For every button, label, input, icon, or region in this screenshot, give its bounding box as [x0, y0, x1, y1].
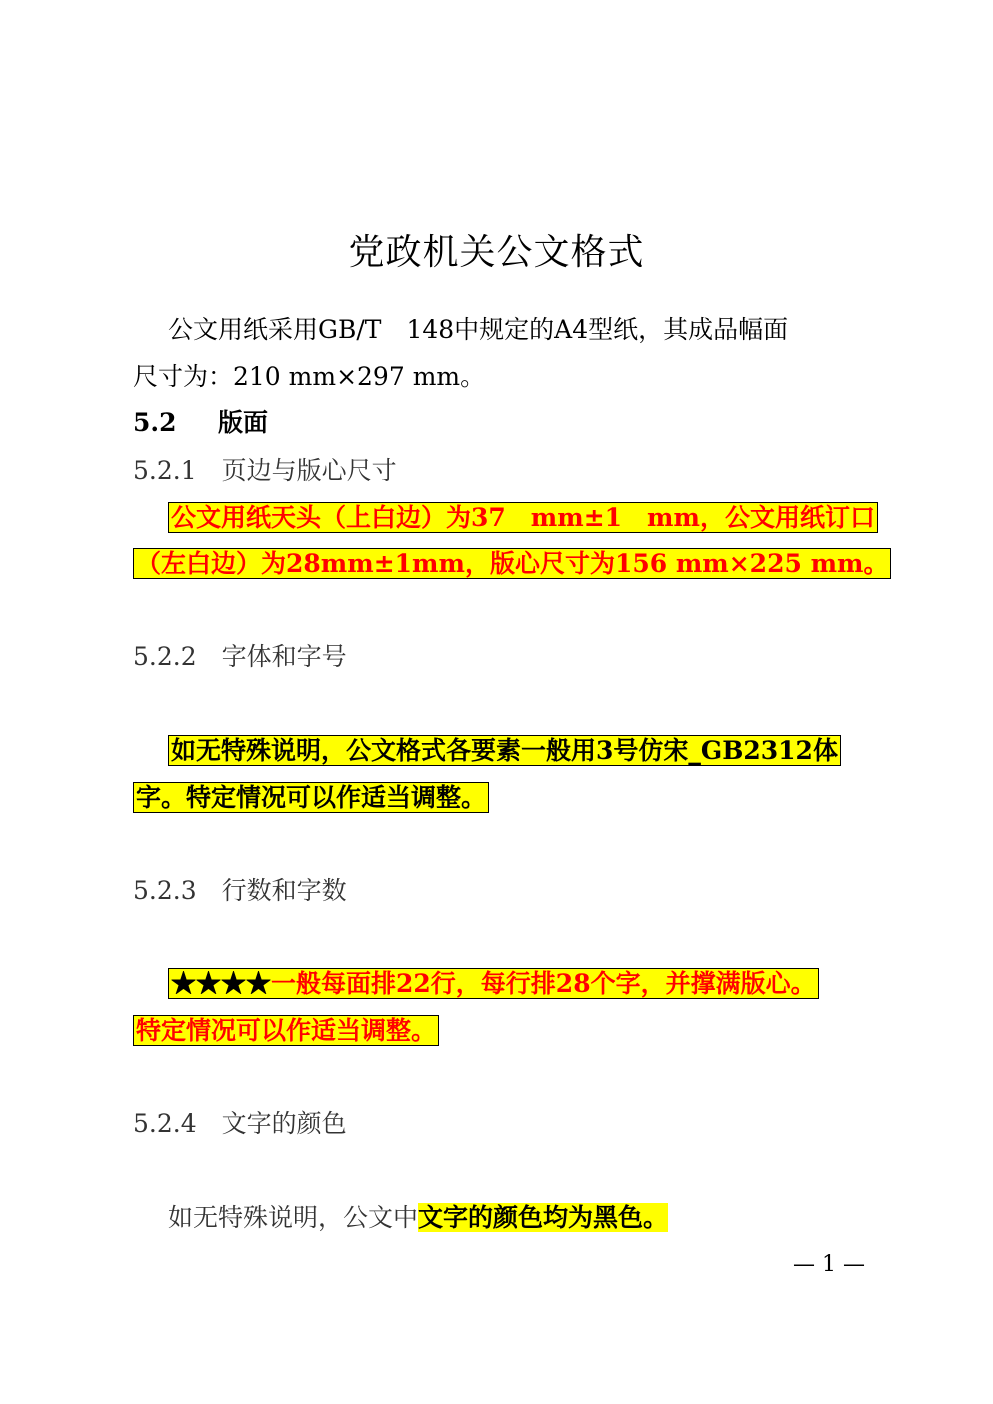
section-label: 版面: [217, 408, 268, 437]
lines-spec-line-2: [133, 1011, 439, 1051]
document-title: 党政机关公文格式: [348, 232, 645, 273]
lines-spec-highlight-2: 特定情况可以作适当调整。: [133, 1015, 439, 1046]
lines-spec-text-1: 一般每面排22行，每行排28个字，并撑满版心。: [271, 969, 816, 998]
font-spec-highlight-1: 如无特殊说明，公文格式各要素一般用3号仿宋_GB2312体: [168, 735, 841, 766]
color-spec-line: [168, 1198, 668, 1238]
margin-spec-line-1: [168, 498, 878, 538]
lines-spec-line-1: [168, 964, 819, 1004]
margin-spec-highlight-1: 公文用纸天头（上白边）为37 mm±1 mm，公文用纸订口: [168, 502, 878, 533]
page-number: — 1 —: [793, 1252, 865, 1277]
font-spec-highlight-2: 字。特定情况可以作适当调整。: [133, 782, 489, 813]
section-5-2-3-heading: 5.2.3 行数和字数: [133, 876, 347, 905]
lines-spec-highlight-1: [168, 968, 819, 999]
section-5-2-heading: [133, 403, 268, 443]
color-spec-highlight: 文字的颜色均为黑色。: [418, 1203, 669, 1232]
section-number: 5.2: [133, 408, 177, 437]
margin-spec-highlight-2: （左白边）为28mm±1mm，版心尺寸为156 mm×225 mm。: [133, 548, 891, 579]
star-rating-icon: ★★★★: [171, 969, 272, 998]
section-5-2-1-heading: 5.2.1 页边与版心尺寸: [133, 456, 397, 485]
font-spec-line-1: [168, 731, 841, 771]
paper-spec-line-1: 公文用纸采用GB/T 148中规定的A4型纸，其成品幅面: [168, 315, 789, 344]
color-spec-plain: 如无特殊说明，公文中: [168, 1203, 419, 1232]
section-5-2-2-heading: 5.2.2 字体和字号: [133, 642, 347, 671]
margin-spec-line-2: [133, 544, 891, 584]
paper-spec-line-2: 尺寸为：210 mm×297 mm。: [133, 362, 486, 391]
section-5-2-4-heading: 5.2.4 文字的颜色: [133, 1109, 347, 1138]
font-spec-line-2: [133, 778, 489, 818]
